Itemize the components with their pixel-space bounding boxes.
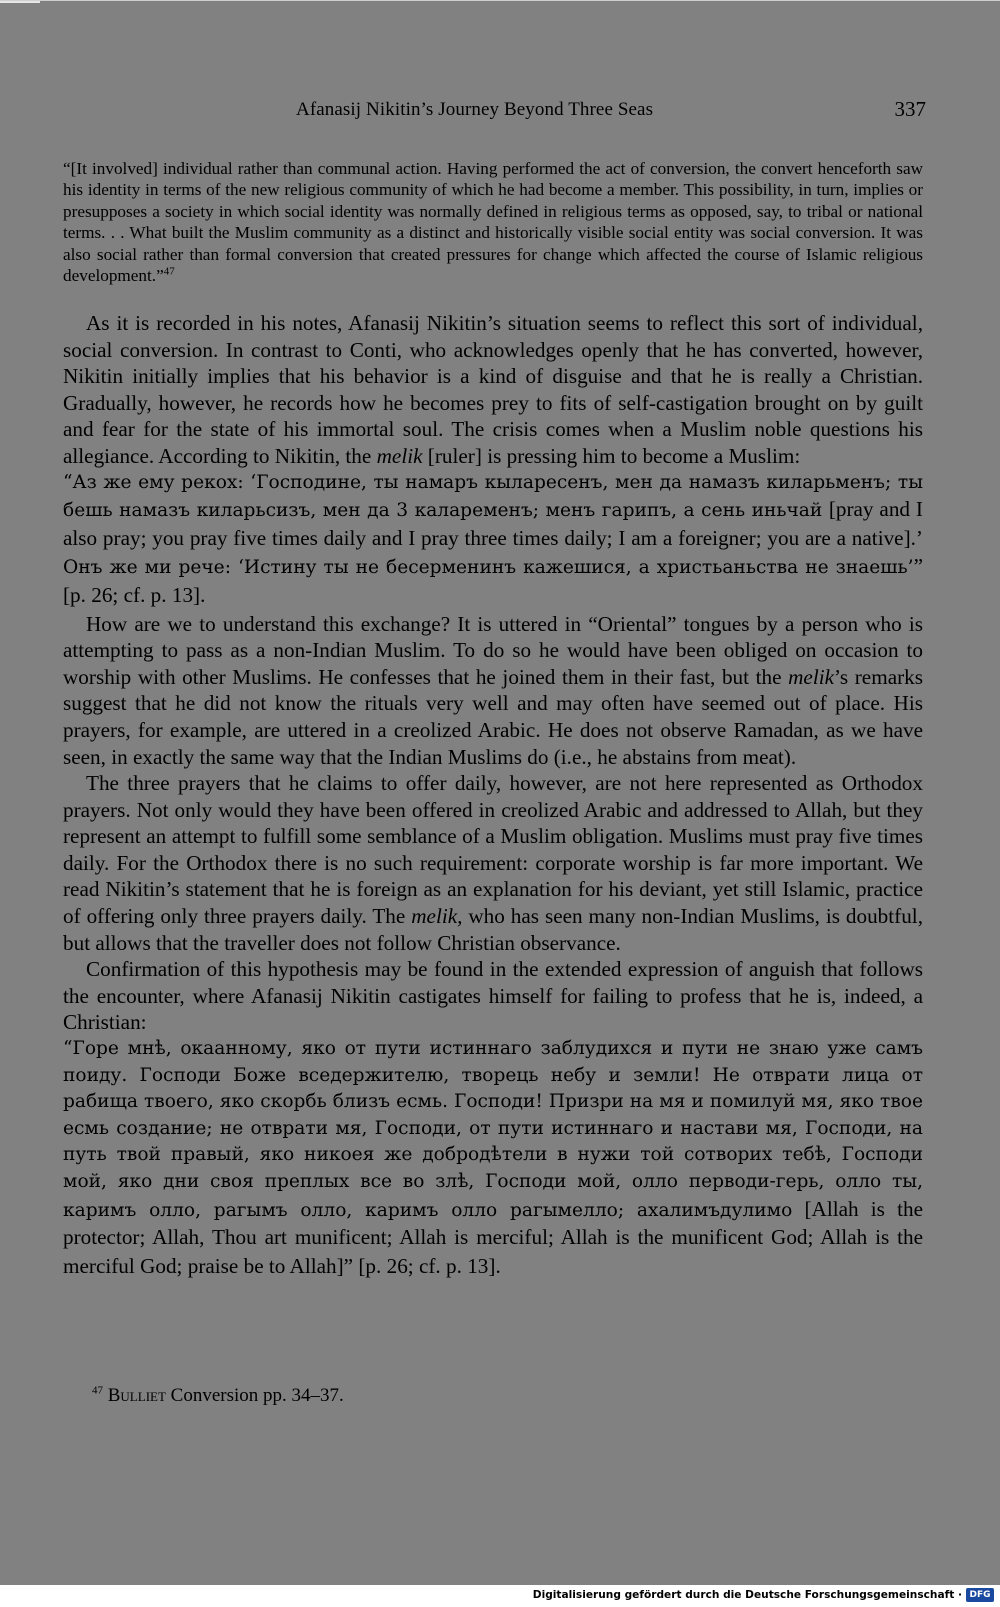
footnote-text: Conversion pp. 34–37. [165,1385,344,1406]
paragraph-2 [63,611,923,771]
footnote-47 [92,1385,344,1407]
running-head: Afanasij Nikitin’s Journey Beyond Three Seas [296,99,654,120]
block-quote-text [63,158,923,286]
russian-quote-1-citation: ” [p. 26; cf. p. 13]. [63,554,923,607]
paragraph-2-text: How are we to understand this exchange? It is uttered in “Oriental” tongues by a person who is attempting to pass as a non-Indian Muslim. To do so he would have been obliged on occasion to worship with other Muslims. He confesses that he joined them in their fast, but the [63,611,923,689]
russian-quote-2-text: “Горе мнѣ, окаанному, яко от пути истиннаго заблудихся и пути не знаю уже самъ поиду. Господи Боже вседержителю, творець небу и земли! Не отврати лица от рабища твоего, яко скорбь близъ есмь. Господи! Призри на мя и помилуй мя, яко твое есмь создание; не отврати мя, Господи, от пути истиннаго и настави мя, Господи, на путь твой правый, яко никоея же добродѣтели в нужи той сотворих тебѣ, Господи мой, яко дни своя преплых все во злѣ, Господи мой, олло перводи-герь, олло ты, каримъ олло, рагымъ олло, каримъ олло рагымелло; ахалимъдулимо [63,1038,923,1221]
term-melik: melik, [411,904,463,929]
footnote-author: Bulliet [107,1385,166,1406]
russian-quote-1-text: “Аз же ему рекох: ‘Господине, ты намаръ кыларесенъ, мен да намазъ киларьменъ; ты бешь намазъ киларьсизъ, мен да 3 калаременъ; менъ гарипъ, а сень иньчай [63,471,923,522]
term-melik: melik [376,443,423,468]
russian-quote-2 [63,1036,923,1281]
footnote-ref-47: 47 [163,265,175,278]
main-text [63,310,923,1281]
paragraph-3 [63,770,923,956]
paragraph-3-text-cont: who has seen many non-Indian Muslims, is doubtful, but allows that the traveller does not follow Christian observance. [63,904,923,955]
quote-body: “[It involved] individual rather than communal action. Having performed the act of conversion, the convert henceforth saw his identity in terms of the new religious community of which he had become a member. This possibility, in turn, implies or presupposes a society in which social identity was normally defined in religious terms as opposed, say, to tribal or national terms. . . What built the Muslim community as a distinct and historically visible social entity was social conversion. It was also social rather than formal conversion that created pressures for change which affected the course of Islamic religious development.” [63,159,923,286]
funding-credit: Digitalisierung gefördert durch die Deutsche Forschungsgemeinschaft · [532,1589,962,1601]
digitization-footer [0,1585,1000,1607]
paragraph-3-text: The three prayers that he claims to offer daily, however, are not here represented as Orthodox prayers. Not only would they have been offered in creolized Arabic and addressed to Allah, but they represent an attempt to fulfill some semblance of a Muslim obligation. Muslims must pray five times daily. For the Orthodox there is no such requirement: corporate worship is far more important. We read Nikitin’s statement that he is foreign as an explanation for his deviant, yet still Islamic, practice of offering only three prayers daily. The [63,771,923,929]
page-number: 337 [894,97,926,121]
paragraph-1 [63,310,923,470]
scan-edge-mark [0,1,40,3]
russian-quote-2-translation: [Allah is the protector; Allah, Thou art munificent; Allah is merciful; Allah is the munificent God; Allah is the merciful God; praise be to Allah]” [p. 26; cf. p. 13]. [63,1196,923,1278]
paragraph-2-text-cont: ’s remarks suggest that he did not know the rituals very well and may often have seemed out of place. His prayers, for example, are uttered in a creolized Arabic. He does not observe Ramadan, as we have seen, in exactly the same way that the Indian Muslims do (i.e., he abstains from meat). [63,664,923,769]
term-melik: melik [788,664,835,689]
russian-quote-1 [63,470,923,611]
paragraph-4: Confirmation of this hypothesis may be found in the extended expression of anguish that follows the encounter, where Afanasij Nikitin castigates himself for failing to profess that he is, indeed, a Christian: [63,957,923,1035]
dfg-logo: DFG [966,1588,994,1602]
footnote-number: 47 [92,1384,103,1397]
russian-quote-1-translation: [pray and I also pray; you pray five times daily and I pray three times daily; I am a foreigner; you are a native].’ [63,497,923,550]
block-quote [63,158,923,286]
russian-quote-1-text-cont: Онъ же ми рече: ‘Истину ты не бесерменинъ кажешися, а христьаньства не знаешь’ [63,557,914,579]
paragraph-1-text: As it is recorded in his notes, Afanasij Nikitin’s situation seems to reflect this sort of individual, social conversion. In contrast to Conti, who acknowledges openly that he has converted, however, Nikitin initially implies that his behavior is a kind of disguise and that he is really a Christian. Gradually, however, he records how he becomes prey to fits of self-castigation brought on by guilt and fear for the state of his immortal soul. The crisis comes when a Muslim noble questions his allegiance. According to Nikitin, the [63,311,923,468]
paragraph-1-text-cont: [ruler] is pressing him to become a Muslim: [422,443,801,468]
